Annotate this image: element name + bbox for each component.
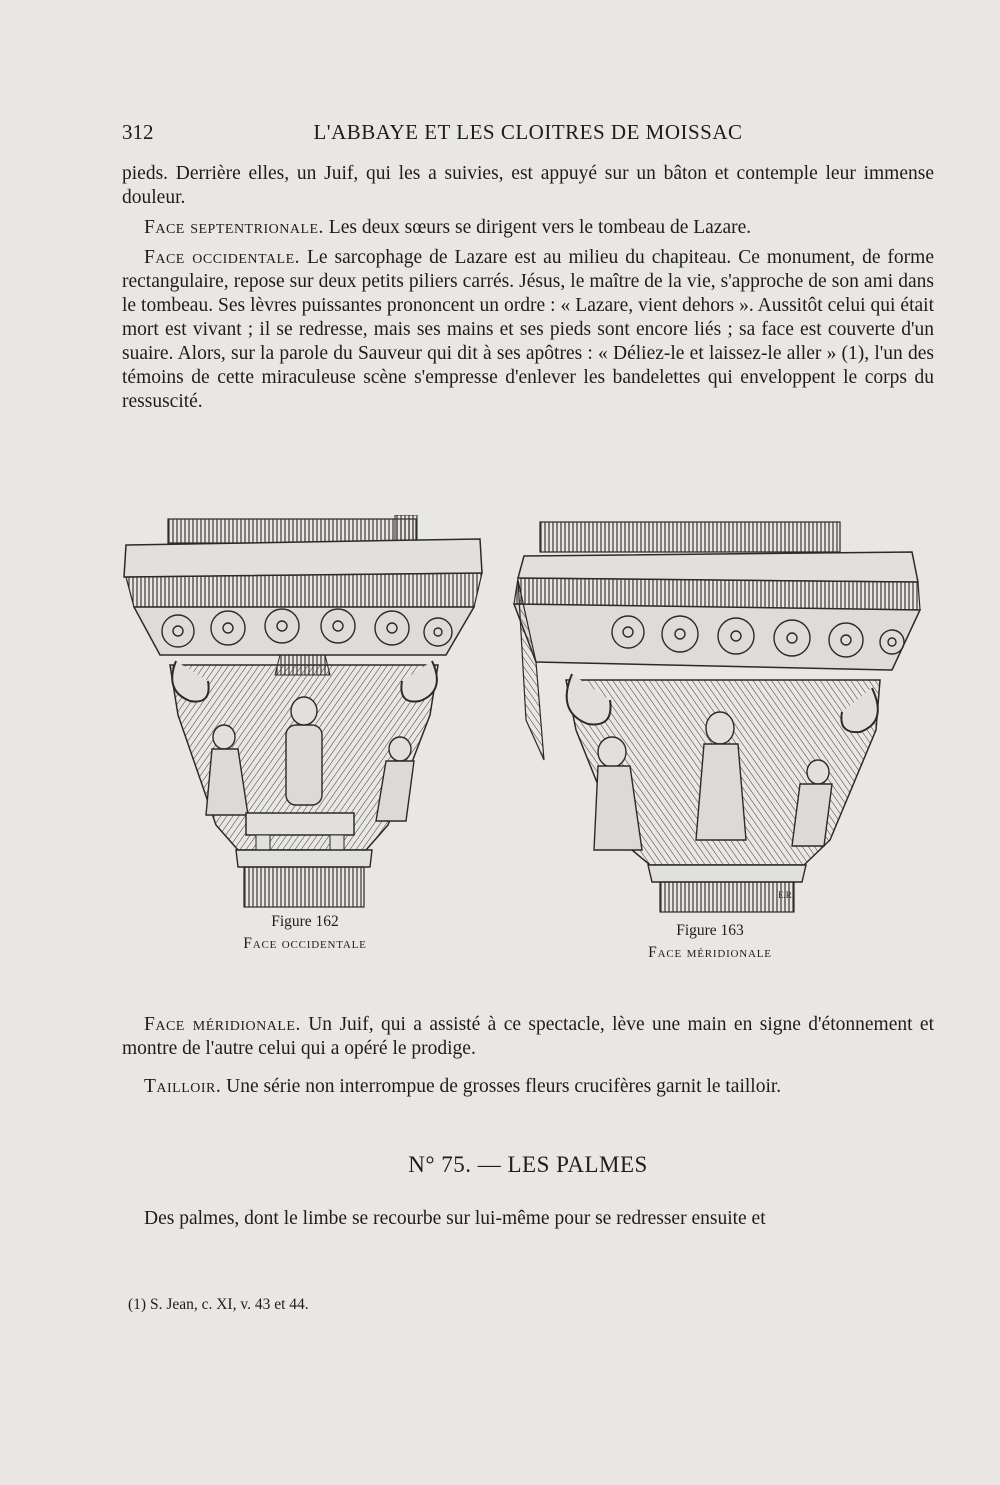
figure-number: Figure 163	[676, 922, 744, 939]
footnote: (1) S. Jean, c. XI, v. 43 et 44.	[128, 1296, 309, 1313]
paragraph-palmes: Des palmes, dont le limbe se recourbe sur lui-même pour se redresser ensuite et	[144, 1208, 766, 1229]
figure-162-caption	[210, 913, 400, 953]
section-text-block	[122, 1207, 934, 1231]
paragraph-body: Une série non interrompue de grosses fleurs crucifères garnit le tailloir.	[221, 1076, 782, 1097]
bottom-text-block	[122, 1013, 934, 1099]
paragraph-face-meridionale	[122, 1013, 934, 1061]
figure-label: Face occidentale	[243, 935, 367, 952]
figure-162-illustration	[120, 515, 490, 910]
paragraph-label: Face méridionale.	[144, 1014, 301, 1035]
figure-163-caption	[610, 922, 810, 962]
paragraph-continuation: pieds. Derrière elles, un Juif, qui les a suivies, est appuyé sur un bâton et contemple leur immense douleur.	[122, 163, 934, 208]
capital-engraving-west	[120, 515, 490, 910]
page-number: 312	[122, 120, 154, 144]
paragraph-body: Les deux sœurs se dirigent vers le tombeau de Lazare.	[323, 217, 752, 238]
figure-163-illustration	[500, 520, 932, 915]
figure-number: Figure 162	[271, 913, 339, 930]
paragraph-label: Face septentrionale.	[144, 217, 324, 238]
paragraph-body: Le sarcophage de Lazare est au milieu du chapiteau. Ce monument, de forme rectangulaire, repose sur deux petits piliers carrés. Jésus, le maître de la vie, s'approche de son ami dans le tombeau. Ses lèvres puissantes prononcent un ordre : « Lazare, vient dehors ». Aussitôt celui qui était mort est vivant ; il se redresse, mais ses mains et ses pieds sont encore liés ; sa face est couverte d'un suaire. Alors, sur la parole du Sauveur qui dit à ses apôtres : « Déliez-le et laissez-le aller » (1), l'un des témoins de cette miraculeuse scène s'empresse d'enlever les bandelettes qui enveloppent le corps du ressuscité.	[122, 247, 934, 412]
figure-label: Face méridionale	[648, 944, 772, 961]
top-text-block	[122, 162, 934, 414]
paragraph-label: Face occidentale.	[144, 247, 301, 268]
paragraph-body: Un Juif, qui a assisté à ce spectacle, lève une main en signe d'étonnement et montre de l'autre celui qui a opéré le prodige.	[122, 1014, 934, 1059]
running-title: L'ABBAYE ET LES CLOITRES DE MOISSAC	[313, 120, 743, 144]
paragraph-tailloir	[122, 1075, 934, 1099]
paragraph-face-occidentale	[122, 246, 934, 414]
running-head	[122, 120, 934, 150]
engraver-signature: E.R.	[778, 890, 795, 900]
section-heading: N° 75. — LES PALMES	[408, 1152, 648, 1177]
paragraph-label: Tailloir.	[144, 1076, 222, 1097]
paragraph-face-septentrionale	[122, 216, 934, 240]
capital-engraving-south	[500, 520, 932, 915]
